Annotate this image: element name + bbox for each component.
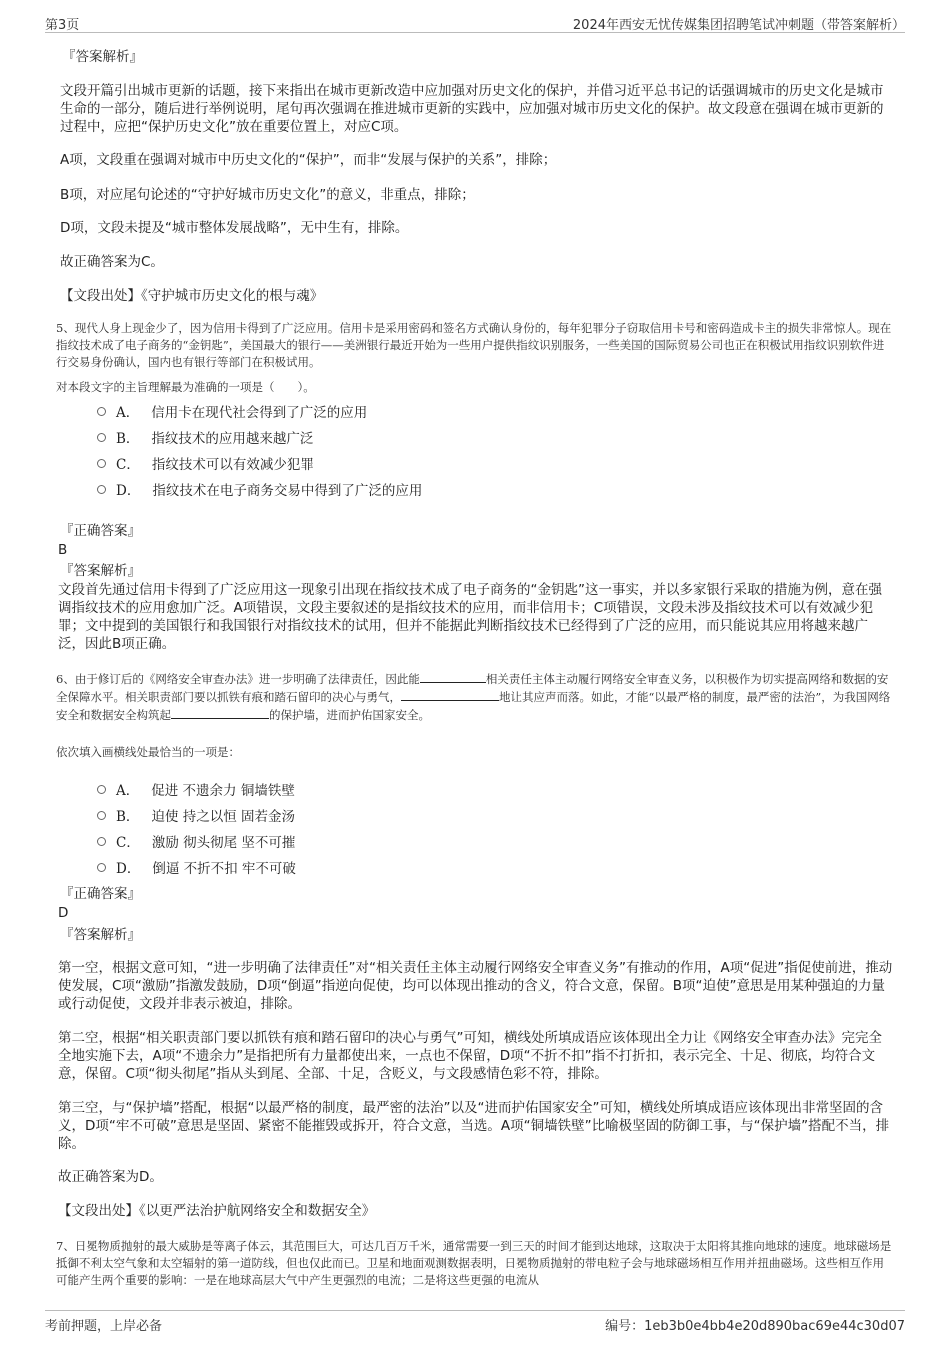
- option-text: 激励 彻头彻尾 坚不可摧: [151, 835, 296, 851]
- option-text: 指纹技术的应用越来越广泛: [151, 431, 314, 447]
- document-id: 编号：1eb3b0e4bb4e20d890bac69e44c30d07: [605, 1319, 905, 1334]
- radio-icon[interactable]: [97, 407, 106, 416]
- q6-conclusion: 故正确答案为D。: [58, 1169, 163, 1185]
- option-letter: C．: [116, 835, 140, 851]
- option-text: 指纹技术可以有效减少犯罪: [151, 457, 314, 473]
- q7-stem: 7、日冕物质抛射的最大威胁是等离子体云，其范围巨大，可达几百万千米，通常需要一到三天的时间才能到达地球，这取决于太阳将其推向地球的速度。地球磁场是抵御不利太空气象和太空辐射的第一道防线，但也仅此而已。卫星和地面观测数据表明，日冕物质抛射的带电粒子会与地球磁场相互作用并扭曲磁场。这些相互作用可能产生两个重要的影响：一是在地球高层大气中产生更强烈的电流；二是将这些更强的电流从: [56, 1239, 892, 1287]
- q6-source: 【文段出处】《以更严法治护航网络安全和数据安全》: [58, 1203, 376, 1219]
- option-text: 倒逼 不折不扣 牢不可破: [152, 861, 296, 877]
- q6-option-a[interactable]: [97, 779, 295, 799]
- page-header: [45, 10, 905, 33]
- q6-blank-1: [420, 670, 486, 683]
- option-letter: D．: [116, 861, 141, 877]
- option-letter: B．: [116, 431, 140, 447]
- q5-option-d[interactable]: [97, 479, 422, 499]
- page-number: 第3页: [45, 18, 80, 33]
- option-letter: B．: [116, 809, 140, 825]
- q4-conclusion: 故正确答案为C。: [60, 254, 164, 270]
- q6-analysis-label: 『答案解析』: [60, 927, 141, 943]
- q6-stem-part2: 相关责任主体主动履行网络安全审查义务，以积极作为切实提高网络和数据的安全保障水平。相关职责部门要以抓铁有痕和踏石留印的决心与勇气，: [56, 672, 889, 704]
- option-text: 信用卡在现代社会得到了广泛的应用: [151, 405, 368, 421]
- q4-analysis-option-a: A项，文段重在强调对城市中历史文化的“保护”，而非“发展与保护的关系”，排除；: [60, 152, 557, 168]
- q6-blank-3: [171, 706, 269, 719]
- q6-analysis-second-blank: 第二空，根据“相关职责部门要以抓铁有痕和踏石留印的决心与勇气”可知，横线处所填成语应该体现出全力让《网络安全审查办法》完完全全地实施下去，A项“不遗余力”是指把所有力量都使出来，一点也不保留，D项“不折不扣”指不打折扣，表示完全、十足、彻底，均符合文意，保留。C项“彻头彻尾”指从头到尾、全部、十足，含贬义，与文段感情色彩不符，排除。: [58, 1030, 882, 1082]
- option-text: 迫使 持之以恒 固若金汤: [151, 809, 296, 825]
- radio-icon[interactable]: [97, 811, 106, 820]
- q6-analysis-third-blank: 第三空，与“保护墙”搭配，根据“以最严格的制度，最严密的法治”以及“进而护佑国家安全”可知，横线处所填成语应该体现出非常坚固的含义，D项“牢不可破”意思是坚固、紧密不能摧毁或拆开，符合文意，当选。A项“铜墙铁壁”比喻极坚固的防御工事，与“保护墙”搭配不当，排除。: [58, 1100, 890, 1152]
- q6-option-c[interactable]: [97, 831, 295, 851]
- radio-icon[interactable]: [97, 837, 106, 846]
- q4-source: 【文段出处】《守护城市历史文化的根与魂》: [60, 288, 324, 304]
- q6-analysis-first-blank: 第一空，根据文意可知，“进一步明确了法律责任”对“相关责任主体主动履行网络安全审查义务”有推动的作用，A项“促进”指促使前进，推动使发展，C项“激励”指激发鼓励，D项“倒逼”指逆向促使，均可以体现出推动的含义，符合文意，保留。B项“迫使”意思是用某种强迫的力量或行动促使，文段并非表示被迫，排除。: [58, 960, 893, 1012]
- radio-icon[interactable]: [97, 863, 106, 872]
- q4-analysis-option-b: B项，对应尾句论述的“守护好城市历史文化”的意义，非重点，排除；: [60, 187, 475, 203]
- document-title: 2024年西安无忧传媒集团招聘笔试冲刺题（带答案解析）: [572, 18, 905, 33]
- q4-analysis-label: 『答案解析』: [62, 49, 143, 65]
- q5-option-b[interactable]: [97, 427, 313, 447]
- option-letter: C．: [116, 457, 140, 473]
- q5-analysis: 文段首先通过信用卡得到了广泛应用这一现象引出现在指纹技术成了电子商务的“金钥匙”这一事实，并以多家银行采取的措施为例，意在强调指纹技术的应用愈加广泛。A项错误，文段主要叙述的是指纹技术的应用，而非信用卡；C项错误，文段未涉及指纹技术可以有效减少犯罪；文中提到的美国银行和我国银行对指纹技术的试用，但并不能据此判断指纹技术已经得到了广泛的应用，而只能说其应用将越来越广泛，因此B项正确。: [58, 582, 882, 652]
- q5-option-a[interactable]: [97, 401, 367, 421]
- q6-option-b[interactable]: [97, 805, 295, 825]
- q6-answer: D: [58, 905, 69, 921]
- q5-analysis-label: 『答案解析』: [60, 563, 141, 579]
- q6-blank-2: [401, 688, 499, 701]
- q6-stem-part1: 6、由于修订后的《网络安全审查办法》进一步明确了法律责任，因此能: [56, 672, 420, 686]
- option-text: 促进 不遗余力 铜墙铁壁: [151, 783, 295, 799]
- radio-icon[interactable]: [97, 785, 106, 794]
- radio-icon[interactable]: [97, 433, 106, 442]
- q6-stem-part4: 的保护墙，进而护佑国家安全。: [269, 708, 430, 722]
- page-footer: [45, 1310, 905, 1335]
- q5-answer-label: 『正确答案』: [60, 523, 141, 539]
- radio-icon[interactable]: [97, 485, 106, 494]
- q6-stem-part3: 地让其应声而落。如此，才能“以最严格的制度，最严密的法治”，为我国网络安全和数据安全构筑起: [56, 690, 891, 722]
- q5-answer: B: [58, 542, 68, 558]
- option-text: 指纹技术在电子商务交易中得到了广泛的应用: [152, 483, 423, 499]
- q4-analysis-option-d: D项，文段未提及“城市整体发展战略”，无中生有，排除。: [60, 220, 409, 236]
- q5-question: 对本段文字的主旨理解最为准确的一项是（ ）。: [56, 380, 315, 394]
- q5-option-c[interactable]: [97, 453, 314, 473]
- footer-slogan: 考前押题，上岸必备: [45, 1319, 163, 1334]
- radio-icon[interactable]: [97, 459, 106, 468]
- q6-answer-label: 『正确答案』: [60, 886, 141, 902]
- q6-stem: [56, 670, 894, 724]
- q6-option-d[interactable]: [97, 857, 296, 877]
- q6-question: 依次填入画横线处最恰当的一项是：: [56, 745, 240, 759]
- option-letter: D．: [116, 483, 141, 499]
- option-letter: A．: [116, 783, 140, 799]
- q4-analysis-paragraph: 文段开篇引出城市更新的话题，接下来指出在城市更新改造中应加强对历史文化的保护，并借习近平总书记的话强调城市的历史文化是城市生命的一部分，随后进行举例说明，尾句再次强调在推进城市更新的实践中，应加强对城市历史文化的保护。故文段意在强调在城市更新的过程中，应把“保护历史文化”放在重要位置上，对应C项。: [60, 83, 884, 135]
- option-letter: A．: [116, 405, 140, 421]
- q5-stem: 5、现代人身上现金少了，因为信用卡得到了广泛应用。信用卡是采用密码和签名方式确认身份的，每年犯罪分子窃取信用卡号和密码造成卡主的损失非常惊人。现在指纹技术成了电子商务的“金钥匙”，美国最大的银行——美洲银行最近开始为一些用户提供指纹识别服务，一些美国的国际贸易公司也正在积极试用指纹识别软件进行交易身份确认，国内也有银行等部门在积极试用。: [56, 321, 892, 369]
